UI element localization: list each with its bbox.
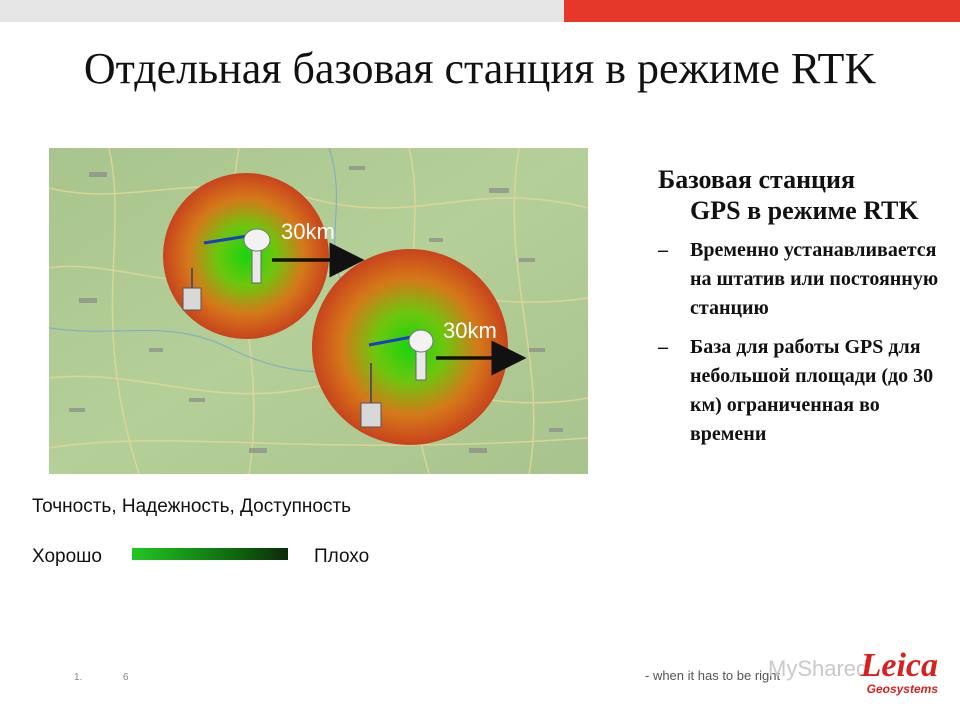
slide-number: 1.: [74, 672, 83, 683]
coverage-map: [49, 148, 588, 474]
bullet-text-1: Временно устанавливается на штатив или постоянную станцию: [690, 239, 939, 319]
panel-heading-line1: Базовая станция: [658, 165, 856, 194]
footer-tagline: - when it has to be right: [645, 668, 781, 683]
top-bar-accent: [564, 0, 960, 22]
top-bar-gray: [0, 0, 564, 22]
quality-label: Точность, Надежность, Доступность: [32, 496, 352, 517]
bullet-text-2: База для работы GPS для небольшой площади (до 30 км) ограниченная во времени: [690, 336, 934, 445]
leica-logo: [826, 648, 938, 696]
panel-heading-line2: GPS в режиме RTK: [690, 196, 919, 225]
page-number: 6: [123, 672, 129, 683]
leica-logo-word: Leica: [860, 647, 938, 684]
good-label: Хорошо: [32, 546, 102, 567]
coverage-circle-2: [312, 249, 508, 445]
leica-logo-sub: Geosystems: [866, 682, 938, 696]
right-panel: [658, 164, 943, 449]
slide-title: Отдельная базовая станция в режиме RTK: [83, 44, 877, 93]
circle-label-1: 30km: [281, 219, 335, 244]
bullet-item-1: [658, 236, 943, 323]
bad-label: Плохо: [314, 546, 370, 567]
circle-label-2: 30km: [443, 318, 497, 343]
bullet-dash: –: [658, 336, 668, 358]
bullet-dash: –: [658, 239, 668, 261]
watermark-text: MyShared: [768, 656, 869, 681]
bullet-item-2: [658, 333, 943, 449]
coverage-circle-1: [163, 173, 329, 339]
map-background: [49, 148, 588, 474]
panel-heading: [658, 164, 943, 226]
quality-gradient-bar: [132, 548, 288, 560]
